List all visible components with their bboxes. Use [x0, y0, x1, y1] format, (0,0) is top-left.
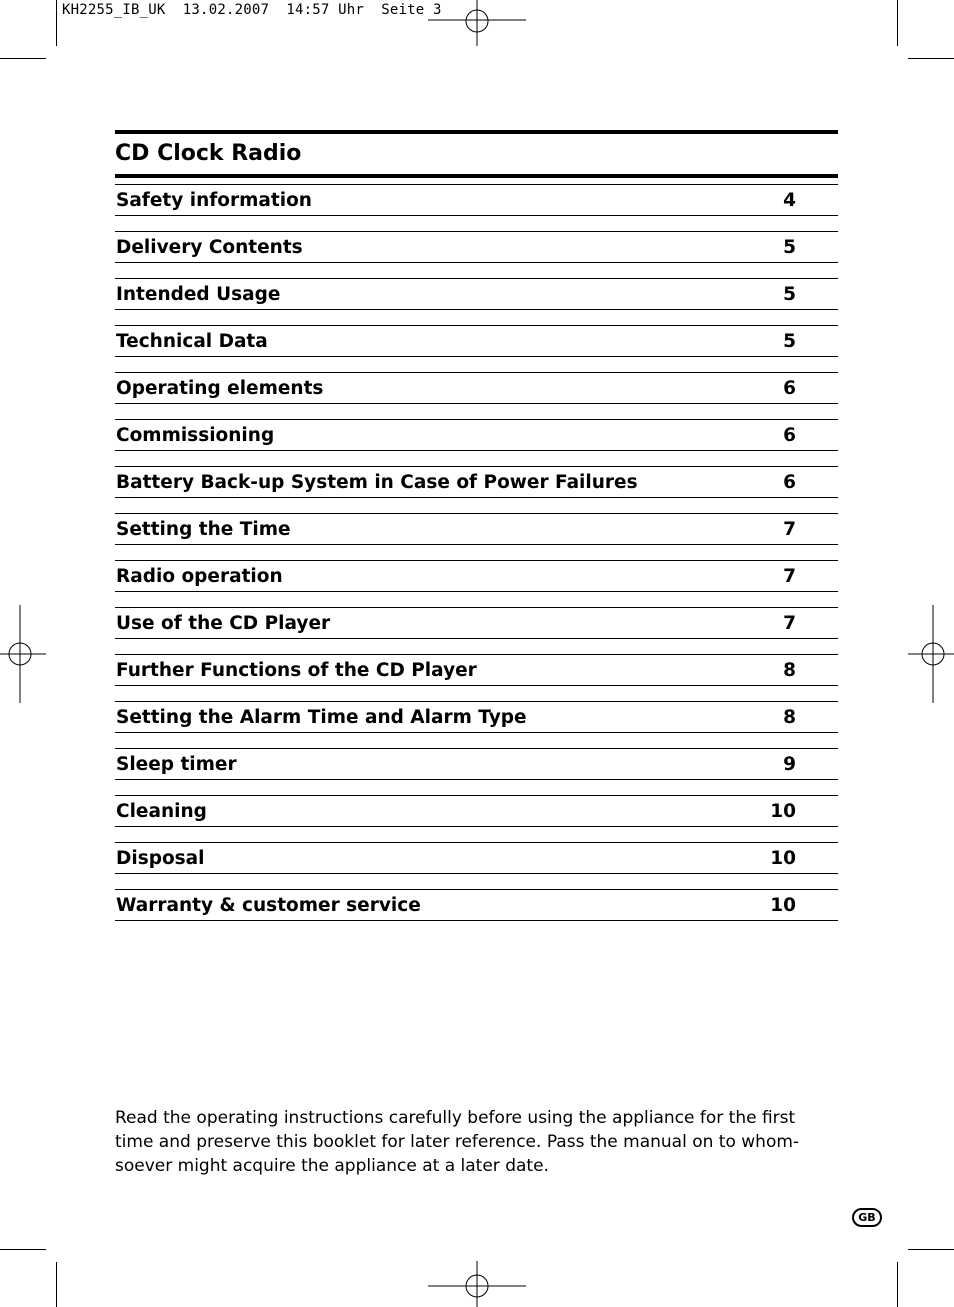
- crop-mark-icon: [897, 0, 898, 46]
- toc-entry-page: 6: [783, 472, 796, 493]
- print-slug: KH2255_IB_UK 13.02.2007 14:57 Uhr Seite 3: [62, 2, 442, 18]
- toc-entry-label: Disposal: [116, 848, 205, 869]
- toc-entry-label: Radio operation: [116, 566, 283, 587]
- toc-entry-label: Use of the CD Player: [116, 613, 331, 634]
- toc-entry-page: 9: [783, 754, 796, 775]
- crop-mark-icon: [908, 1249, 954, 1250]
- registration-crosshair-icon: [0, 605, 46, 703]
- toc-entry[interactable]: [115, 889, 838, 921]
- toc-entry-page: 7: [783, 613, 796, 634]
- toc-entry-label: Cleaning: [116, 801, 207, 822]
- language-badge: GB: [852, 1208, 882, 1227]
- crop-mark-icon: [56, 1262, 57, 1307]
- toc-entry[interactable]: [115, 654, 838, 686]
- registration-crosshair-icon: [428, 1261, 526, 1307]
- toc-entry-label: Further Functions of the CD Player: [116, 660, 477, 681]
- toc-entry-page: 5: [783, 237, 796, 258]
- toc-entry-page: 7: [783, 519, 796, 540]
- toc-entry-label: Battery Back-up System in Case of Power Failures: [116, 472, 638, 493]
- toc-entry[interactable]: [115, 607, 838, 639]
- toc-entry-page: 6: [783, 378, 796, 399]
- title-rule: [115, 174, 838, 178]
- toc-entry[interactable]: [115, 184, 838, 216]
- toc-entry[interactable]: [115, 231, 838, 263]
- crop-mark-icon: [908, 58, 954, 59]
- toc-entry-label: Safety information: [116, 190, 312, 211]
- toc-entry[interactable]: [115, 466, 838, 498]
- toc-entry[interactable]: [115, 513, 838, 545]
- toc-entry[interactable]: [115, 795, 838, 827]
- toc-entry[interactable]: [115, 372, 838, 404]
- toc-entry-page: 10: [770, 801, 796, 822]
- toc-entry[interactable]: [115, 560, 838, 592]
- toc-entry[interactable]: [115, 419, 838, 451]
- toc-entry-label: Commissioning: [116, 425, 275, 446]
- toc-entry-page: 5: [783, 284, 796, 305]
- toc-entry-label: Warranty & customer service: [116, 895, 421, 916]
- toc-entry-label: Delivery Contents: [116, 237, 303, 258]
- table-of-contents: [115, 130, 838, 921]
- toc-entry-label: Technical Data: [116, 331, 268, 352]
- toc-entry-page: 8: [783, 660, 796, 681]
- toc-entry[interactable]: [115, 748, 838, 780]
- toc-entry-page: 7: [783, 566, 796, 587]
- toc-entry-page: 4: [783, 190, 796, 211]
- toc-entry-label: Setting the Time: [116, 519, 291, 540]
- toc-entry-label: Operating elements: [116, 378, 324, 399]
- toc-entry-page: 10: [770, 848, 796, 869]
- registration-crosshair-icon: [428, 0, 526, 46]
- page-title: CD Clock Radio: [115, 141, 302, 166]
- toc-entry-page: 6: [783, 425, 796, 446]
- intro-paragraph: Read the operating instructions carefully before using the appliance for the first time and preserve this booklet for later reference. Pass the manual on to whom-soever might acquire the appliance at a later date.: [115, 1108, 800, 1176]
- toc-entry[interactable]: [115, 701, 838, 733]
- registration-crosshair-icon: [908, 605, 954, 703]
- crop-mark-icon: [0, 58, 46, 59]
- toc-entry-page: 10: [770, 895, 796, 916]
- crop-mark-icon: [0, 1249, 46, 1250]
- crop-mark-icon: [56, 0, 57, 46]
- crop-mark-icon: [897, 1262, 898, 1307]
- toc-entry[interactable]: [115, 842, 838, 874]
- toc-entry[interactable]: [115, 278, 838, 310]
- toc-entry-page: 8: [783, 707, 796, 728]
- toc-entry-label: Sleep timer: [116, 754, 237, 775]
- toc-entry-page: 5: [783, 331, 796, 352]
- toc-entry-label: Intended Usage: [116, 284, 281, 305]
- toc-entry[interactable]: [115, 325, 838, 357]
- toc-entry-label: Setting the Alarm Time and Alarm Type: [116, 707, 527, 728]
